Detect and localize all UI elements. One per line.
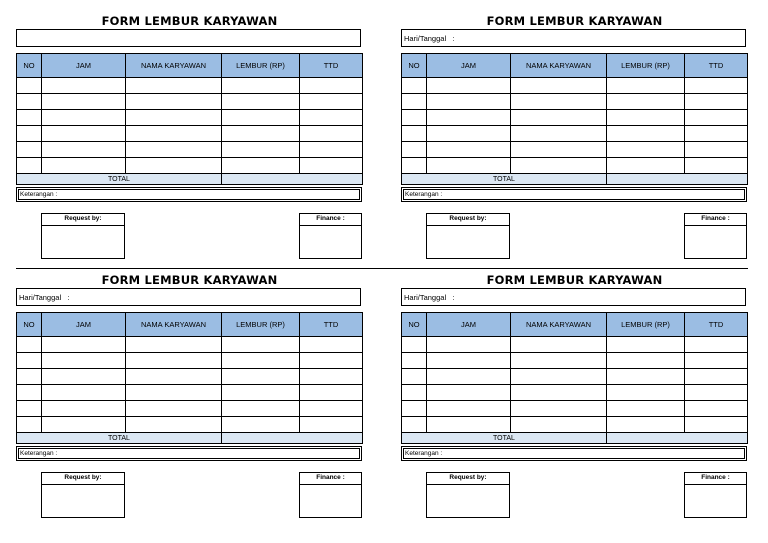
cell-ttd[interactable]	[300, 142, 363, 158]
total-row	[17, 174, 363, 185]
cell-nama[interactable]	[126, 158, 222, 174]
date-label: Hari/Tanggal	[404, 34, 447, 43]
cell-ttd[interactable]	[685, 369, 748, 385]
header-nama-karyawan: NAMA KARYAWAN	[126, 54, 222, 78]
date-field[interactable]	[401, 29, 746, 47]
table-row	[402, 417, 748, 433]
header-no: NO	[17, 313, 42, 337]
overtime-form-1	[16, 13, 363, 222]
cell-lembur[interactable]	[607, 78, 685, 94]
cell-lembur[interactable]	[222, 126, 300, 142]
date-label: Hari/Tanggal	[404, 293, 447, 302]
overtime-form-4	[401, 272, 748, 481]
date-field[interactable]	[16, 29, 361, 47]
cell-no[interactable]	[17, 94, 42, 110]
date-colon: :	[452, 34, 455, 43]
table-row	[402, 369, 748, 385]
cell-lembur[interactable]	[222, 158, 300, 174]
cell-nama[interactable]	[126, 337, 222, 353]
cell-jam[interactable]	[42, 110, 126, 126]
cell-jam[interactable]	[427, 94, 511, 110]
cell-nama[interactable]	[126, 94, 222, 110]
cell-nama[interactable]	[126, 142, 222, 158]
header-nama-karyawan: NAMA KARYAWAN	[511, 54, 607, 78]
cell-jam[interactable]	[427, 126, 511, 142]
cell-nama[interactable]	[126, 385, 222, 401]
finance-box[interactable]	[299, 472, 362, 518]
header-lembur: LEMBUR (RP)	[607, 54, 685, 78]
cell-jam[interactable]	[427, 417, 511, 433]
page-divider	[16, 268, 748, 269]
cell-jam[interactable]	[427, 142, 511, 158]
cell-ttd[interactable]	[300, 94, 363, 110]
cell-no[interactable]	[17, 417, 42, 433]
cell-no[interactable]	[402, 353, 427, 369]
total-value[interactable]	[222, 174, 363, 185]
note-box[interactable]	[401, 187, 747, 202]
header-no: NO	[17, 54, 42, 78]
overtime-table	[16, 312, 363, 444]
cell-jam[interactable]	[42, 385, 126, 401]
finance-box[interactable]	[299, 213, 362, 259]
cell-nama[interactable]	[126, 353, 222, 369]
cell-ttd[interactable]	[685, 417, 748, 433]
cell-ttd[interactable]	[300, 126, 363, 142]
date-field[interactable]	[16, 288, 361, 306]
request-by-label: Request by:	[427, 473, 509, 485]
cell-ttd[interactable]	[685, 94, 748, 110]
cell-ttd[interactable]	[300, 78, 363, 94]
header-ttd: TTD	[300, 54, 363, 78]
header-jam: JAM	[427, 313, 511, 337]
table-row	[402, 158, 748, 174]
header-ttd: TTD	[300, 313, 363, 337]
request-by-label: Request by:	[42, 473, 124, 485]
cell-lembur[interactable]	[607, 337, 685, 353]
cell-no[interactable]	[17, 110, 42, 126]
total-label: TOTAL	[17, 174, 222, 185]
total-row	[402, 174, 748, 185]
table-row	[17, 126, 363, 142]
cell-ttd[interactable]	[300, 353, 363, 369]
cell-jam[interactable]	[42, 78, 126, 94]
request-by-label: Request by:	[427, 214, 509, 226]
cell-lembur[interactable]	[222, 353, 300, 369]
header-jam: JAM	[42, 313, 126, 337]
header-jam: JAM	[427, 54, 511, 78]
date-colon: :	[67, 293, 70, 302]
header-lembur: LEMBUR (RP)	[222, 54, 300, 78]
cell-ttd[interactable]	[300, 110, 363, 126]
overtime-form-2	[401, 13, 748, 222]
table-header-row	[402, 313, 748, 337]
form-title: FORM LEMBUR KARYAWAN	[486, 273, 663, 287]
cell-lembur[interactable]	[607, 158, 685, 174]
cell-jam[interactable]	[42, 94, 126, 110]
table-row	[402, 126, 748, 142]
date-colon: :	[452, 293, 455, 302]
cell-lembur[interactable]	[222, 110, 300, 126]
table-row	[402, 353, 748, 369]
cell-lembur[interactable]	[607, 142, 685, 158]
finance-box[interactable]	[684, 213, 747, 259]
cell-jam[interactable]	[42, 417, 126, 433]
cell-no[interactable]	[17, 353, 42, 369]
total-value[interactable]	[222, 433, 363, 444]
cell-lembur[interactable]	[607, 401, 685, 417]
cell-no[interactable]	[402, 385, 427, 401]
finance-label: Finance :	[300, 473, 361, 485]
table-row	[17, 353, 363, 369]
cell-nama[interactable]	[511, 337, 607, 353]
cell-no[interactable]	[402, 417, 427, 433]
cell-no[interactable]	[17, 142, 42, 158]
cell-ttd[interactable]	[300, 401, 363, 417]
header-no: NO	[402, 54, 427, 78]
cell-jam[interactable]	[427, 337, 511, 353]
cell-ttd[interactable]	[300, 417, 363, 433]
cell-jam[interactable]	[427, 158, 511, 174]
cell-nama[interactable]	[126, 417, 222, 433]
form-title: FORM LEMBUR KARYAWAN	[101, 14, 278, 28]
cell-jam[interactable]	[427, 78, 511, 94]
cell-lembur[interactable]	[607, 369, 685, 385]
date-field[interactable]	[401, 288, 746, 306]
cell-no[interactable]	[17, 401, 42, 417]
cell-ttd[interactable]	[685, 126, 748, 142]
cell-ttd[interactable]	[685, 353, 748, 369]
cell-lembur[interactable]	[607, 94, 685, 110]
table-row	[402, 337, 748, 353]
total-value[interactable]	[607, 174, 748, 185]
overtime-table	[16, 53, 363, 185]
cell-nama[interactable]	[511, 110, 607, 126]
request-by-label: Request by:	[42, 214, 124, 226]
cell-jam[interactable]	[427, 353, 511, 369]
cell-lembur[interactable]	[607, 126, 685, 142]
cell-nama[interactable]	[126, 78, 222, 94]
cell-lembur[interactable]	[222, 385, 300, 401]
cell-jam[interactable]	[42, 401, 126, 417]
cell-ttd[interactable]	[685, 337, 748, 353]
cell-nama[interactable]	[511, 142, 607, 158]
cell-no[interactable]	[17, 158, 42, 174]
cell-no[interactable]	[402, 78, 427, 94]
table-row	[17, 401, 363, 417]
table-row	[17, 94, 363, 110]
cell-nama[interactable]	[511, 126, 607, 142]
cell-nama[interactable]	[511, 417, 607, 433]
note-box[interactable]	[401, 446, 747, 461]
cell-jam[interactable]	[42, 142, 126, 158]
note-label: Keterangan :	[403, 448, 745, 459]
cell-no[interactable]	[402, 158, 427, 174]
cell-no[interactable]	[17, 385, 42, 401]
table-row	[17, 369, 363, 385]
cell-ttd[interactable]	[685, 78, 748, 94]
cell-lembur[interactable]	[222, 401, 300, 417]
table-row	[17, 110, 363, 126]
cell-ttd[interactable]	[300, 158, 363, 174]
total-row	[17, 433, 363, 444]
overtime-table	[401, 312, 748, 444]
cell-no[interactable]	[402, 142, 427, 158]
cell-nama[interactable]	[511, 401, 607, 417]
header-ttd: TTD	[685, 54, 748, 78]
date-label: Hari/Tanggal	[19, 293, 62, 302]
cell-no[interactable]	[17, 369, 42, 385]
cell-no[interactable]	[17, 337, 42, 353]
table-row	[17, 78, 363, 94]
cell-nama[interactable]	[511, 94, 607, 110]
cell-no[interactable]	[402, 126, 427, 142]
table-row	[17, 385, 363, 401]
note-box[interactable]	[16, 446, 362, 461]
cell-lembur[interactable]	[222, 142, 300, 158]
cell-ttd[interactable]	[685, 142, 748, 158]
cell-no[interactable]	[402, 401, 427, 417]
overtime-form-3	[16, 272, 363, 481]
cell-lembur[interactable]	[607, 417, 685, 433]
cell-lembur[interactable]	[607, 110, 685, 126]
header-ttd: TTD	[685, 313, 748, 337]
cell-jam[interactable]	[42, 337, 126, 353]
request-by-box[interactable]	[41, 213, 125, 259]
cell-nama[interactable]	[126, 110, 222, 126]
table-row	[402, 142, 748, 158]
cell-ttd[interactable]	[685, 385, 748, 401]
total-label: TOTAL	[17, 433, 222, 444]
table-header-row	[402, 54, 748, 78]
total-label: TOTAL	[402, 433, 607, 444]
request-by-box[interactable]	[426, 213, 510, 259]
request-by-box[interactable]	[41, 472, 125, 518]
cell-no[interactable]	[402, 369, 427, 385]
cell-jam[interactable]	[427, 401, 511, 417]
cell-jam[interactable]	[42, 353, 126, 369]
cell-no[interactable]	[17, 126, 42, 142]
finance-label: Finance :	[685, 473, 746, 485]
cell-ttd[interactable]	[300, 385, 363, 401]
form-title: FORM LEMBUR KARYAWAN	[486, 14, 663, 28]
form-title: FORM LEMBUR KARYAWAN	[101, 273, 278, 287]
cell-ttd[interactable]	[300, 369, 363, 385]
cell-jam[interactable]	[42, 126, 126, 142]
table-header-row	[17, 54, 363, 78]
cell-nama[interactable]	[511, 369, 607, 385]
cell-lembur[interactable]	[222, 337, 300, 353]
total-value[interactable]	[607, 433, 748, 444]
cell-ttd[interactable]	[300, 337, 363, 353]
finance-box[interactable]	[684, 472, 747, 518]
cell-lembur[interactable]	[222, 78, 300, 94]
cell-lembur[interactable]	[222, 369, 300, 385]
request-by-box[interactable]	[426, 472, 510, 518]
table-row	[17, 158, 363, 174]
cell-no[interactable]	[402, 94, 427, 110]
header-nama-karyawan: NAMA KARYAWAN	[126, 313, 222, 337]
note-label: Keterangan :	[18, 448, 360, 459]
total-row	[402, 433, 748, 444]
cell-ttd[interactable]	[685, 110, 748, 126]
cell-no[interactable]	[402, 110, 427, 126]
overtime-table	[401, 53, 748, 185]
note-label: Keterangan :	[403, 189, 745, 200]
cell-nama[interactable]	[511, 78, 607, 94]
table-row	[402, 94, 748, 110]
table-row	[17, 142, 363, 158]
finance-label: Finance :	[685, 214, 746, 226]
cell-ttd[interactable]	[685, 401, 748, 417]
table-row	[402, 110, 748, 126]
header-lembur: LEMBUR (RP)	[607, 313, 685, 337]
cell-nama[interactable]	[126, 369, 222, 385]
cell-nama[interactable]	[511, 353, 607, 369]
note-label: Keterangan :	[18, 189, 360, 200]
cell-jam[interactable]	[427, 110, 511, 126]
cell-nama[interactable]	[126, 401, 222, 417]
table-row	[17, 417, 363, 433]
cell-lembur[interactable]	[222, 94, 300, 110]
note-box[interactable]	[16, 187, 362, 202]
cell-nama[interactable]	[126, 126, 222, 142]
cell-ttd[interactable]	[685, 158, 748, 174]
table-row	[402, 385, 748, 401]
header-no: NO	[402, 313, 427, 337]
cell-jam[interactable]	[42, 158, 126, 174]
cell-no[interactable]	[17, 78, 42, 94]
cell-lembur[interactable]	[222, 417, 300, 433]
header-jam: JAM	[42, 54, 126, 78]
cell-no[interactable]	[402, 337, 427, 353]
table-row	[402, 78, 748, 94]
header-nama-karyawan: NAMA KARYAWAN	[511, 313, 607, 337]
cell-nama[interactable]	[511, 385, 607, 401]
table-row	[17, 337, 363, 353]
cell-jam[interactable]	[42, 369, 126, 385]
finance-label: Finance :	[300, 214, 361, 226]
cell-jam[interactable]	[427, 369, 511, 385]
cell-jam[interactable]	[427, 385, 511, 401]
cell-lembur[interactable]	[607, 385, 685, 401]
header-lembur: LEMBUR (RP)	[222, 313, 300, 337]
table-row	[402, 401, 748, 417]
cell-lembur[interactable]	[607, 353, 685, 369]
total-label: TOTAL	[402, 174, 607, 185]
table-header-row	[17, 313, 363, 337]
cell-nama[interactable]	[511, 158, 607, 174]
